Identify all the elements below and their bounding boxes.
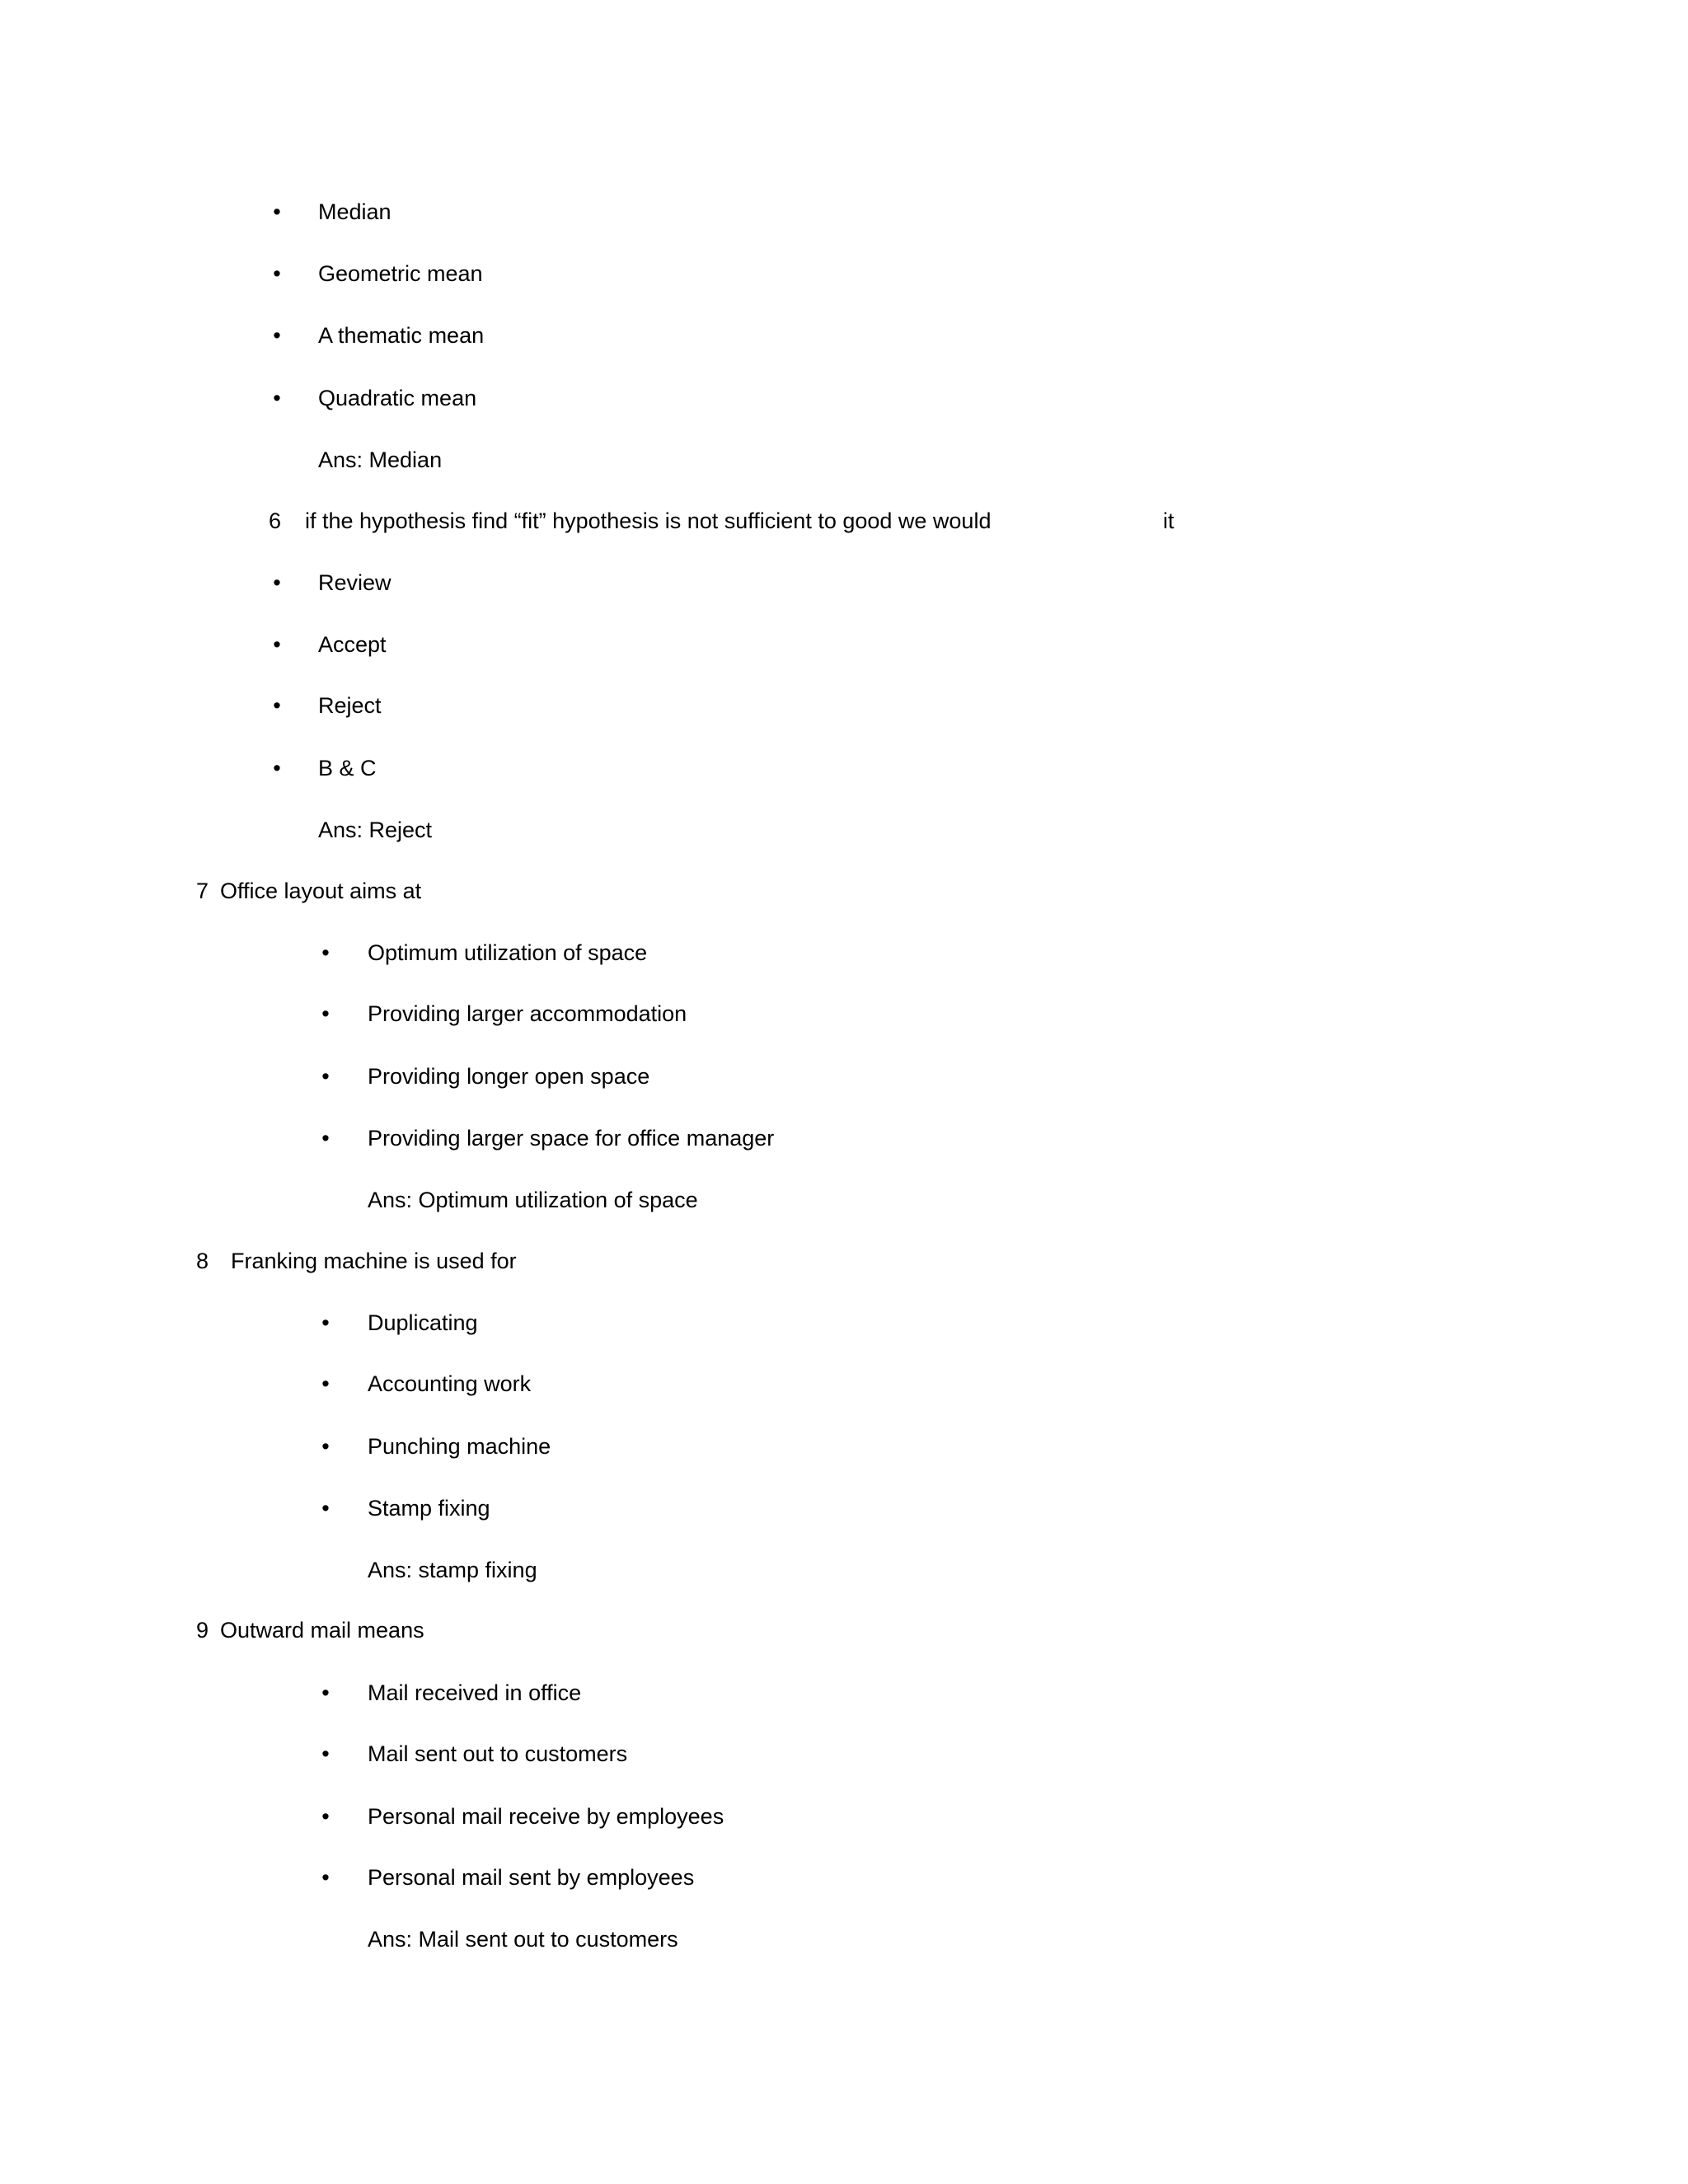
bullet: • [321, 1496, 330, 1521]
option-text: Quadratic mean [318, 386, 477, 410]
bullet: • [273, 261, 281, 286]
option-text: Punching machine [368, 1434, 551, 1459]
option-text: Review [318, 570, 392, 595]
bullet: • [273, 693, 281, 718]
bullet: • [273, 199, 281, 224]
bullet: • [321, 1804, 330, 1829]
bullet: • [321, 1064, 330, 1089]
question-text: Outward mail means [220, 1618, 424, 1643]
answer-text: Ans: Mail sent out to customers [368, 1927, 678, 1952]
bullet: • [273, 632, 281, 657]
option-text: Personal mail receive by employees [368, 1804, 724, 1829]
question-number: 6 [269, 509, 282, 533]
bullet: • [273, 386, 281, 410]
bullet: • [321, 1434, 330, 1459]
bullet: • [273, 570, 281, 595]
bullet: • [321, 1741, 330, 1766]
question-text-tail: it [1163, 509, 1175, 533]
option-text: Accounting work [368, 1371, 532, 1396]
bullet: • [321, 1126, 330, 1151]
option-text: Accept [318, 632, 387, 657]
question-text: Office layout aims at [220, 879, 422, 903]
option-text: Mail received in office [368, 1680, 582, 1705]
bullet: • [321, 1371, 330, 1396]
option-text: Stamp fixing [368, 1496, 490, 1521]
option-text: Optimum utilization of space [368, 940, 648, 965]
option-text: Duplicating [368, 1310, 478, 1335]
bullet: • [321, 1310, 330, 1335]
bullet: • [273, 323, 281, 348]
question-number: 8 [196, 1249, 209, 1273]
bullet: • [273, 756, 281, 780]
option-text: B & C [318, 756, 377, 780]
option-text: Geometric mean [318, 261, 483, 286]
answer-text: Ans: Median [318, 448, 443, 472]
option-text: A thematic mean [318, 323, 485, 348]
option-text: Median [318, 199, 392, 224]
option-text: Providing larger space for office manager [368, 1126, 775, 1151]
answer-text: Ans: stamp fixing [368, 1558, 537, 1582]
question-text: if the hypothesis find “fit” hypothesis is not sufficient to good we would [305, 509, 992, 533]
option-text: Providing longer open space [368, 1064, 650, 1089]
option-text: Personal mail sent by employees [368, 1865, 695, 1890]
bullet: • [321, 940, 330, 965]
answer-text: Ans: Reject [318, 818, 433, 842]
question-number: 7 [196, 879, 209, 903]
option-text: Providing larger accommodation [368, 1001, 687, 1026]
question-number: 9 [196, 1618, 209, 1643]
question-text: Franking machine is used for [231, 1249, 517, 1273]
bullet: • [321, 1001, 330, 1026]
answer-text: Ans: Optimum utilization of space [368, 1188, 698, 1212]
bullet: • [321, 1865, 330, 1890]
option-text: Reject [318, 693, 382, 718]
option-text: Mail sent out to customers [368, 1741, 628, 1766]
bullet: • [321, 1680, 330, 1705]
